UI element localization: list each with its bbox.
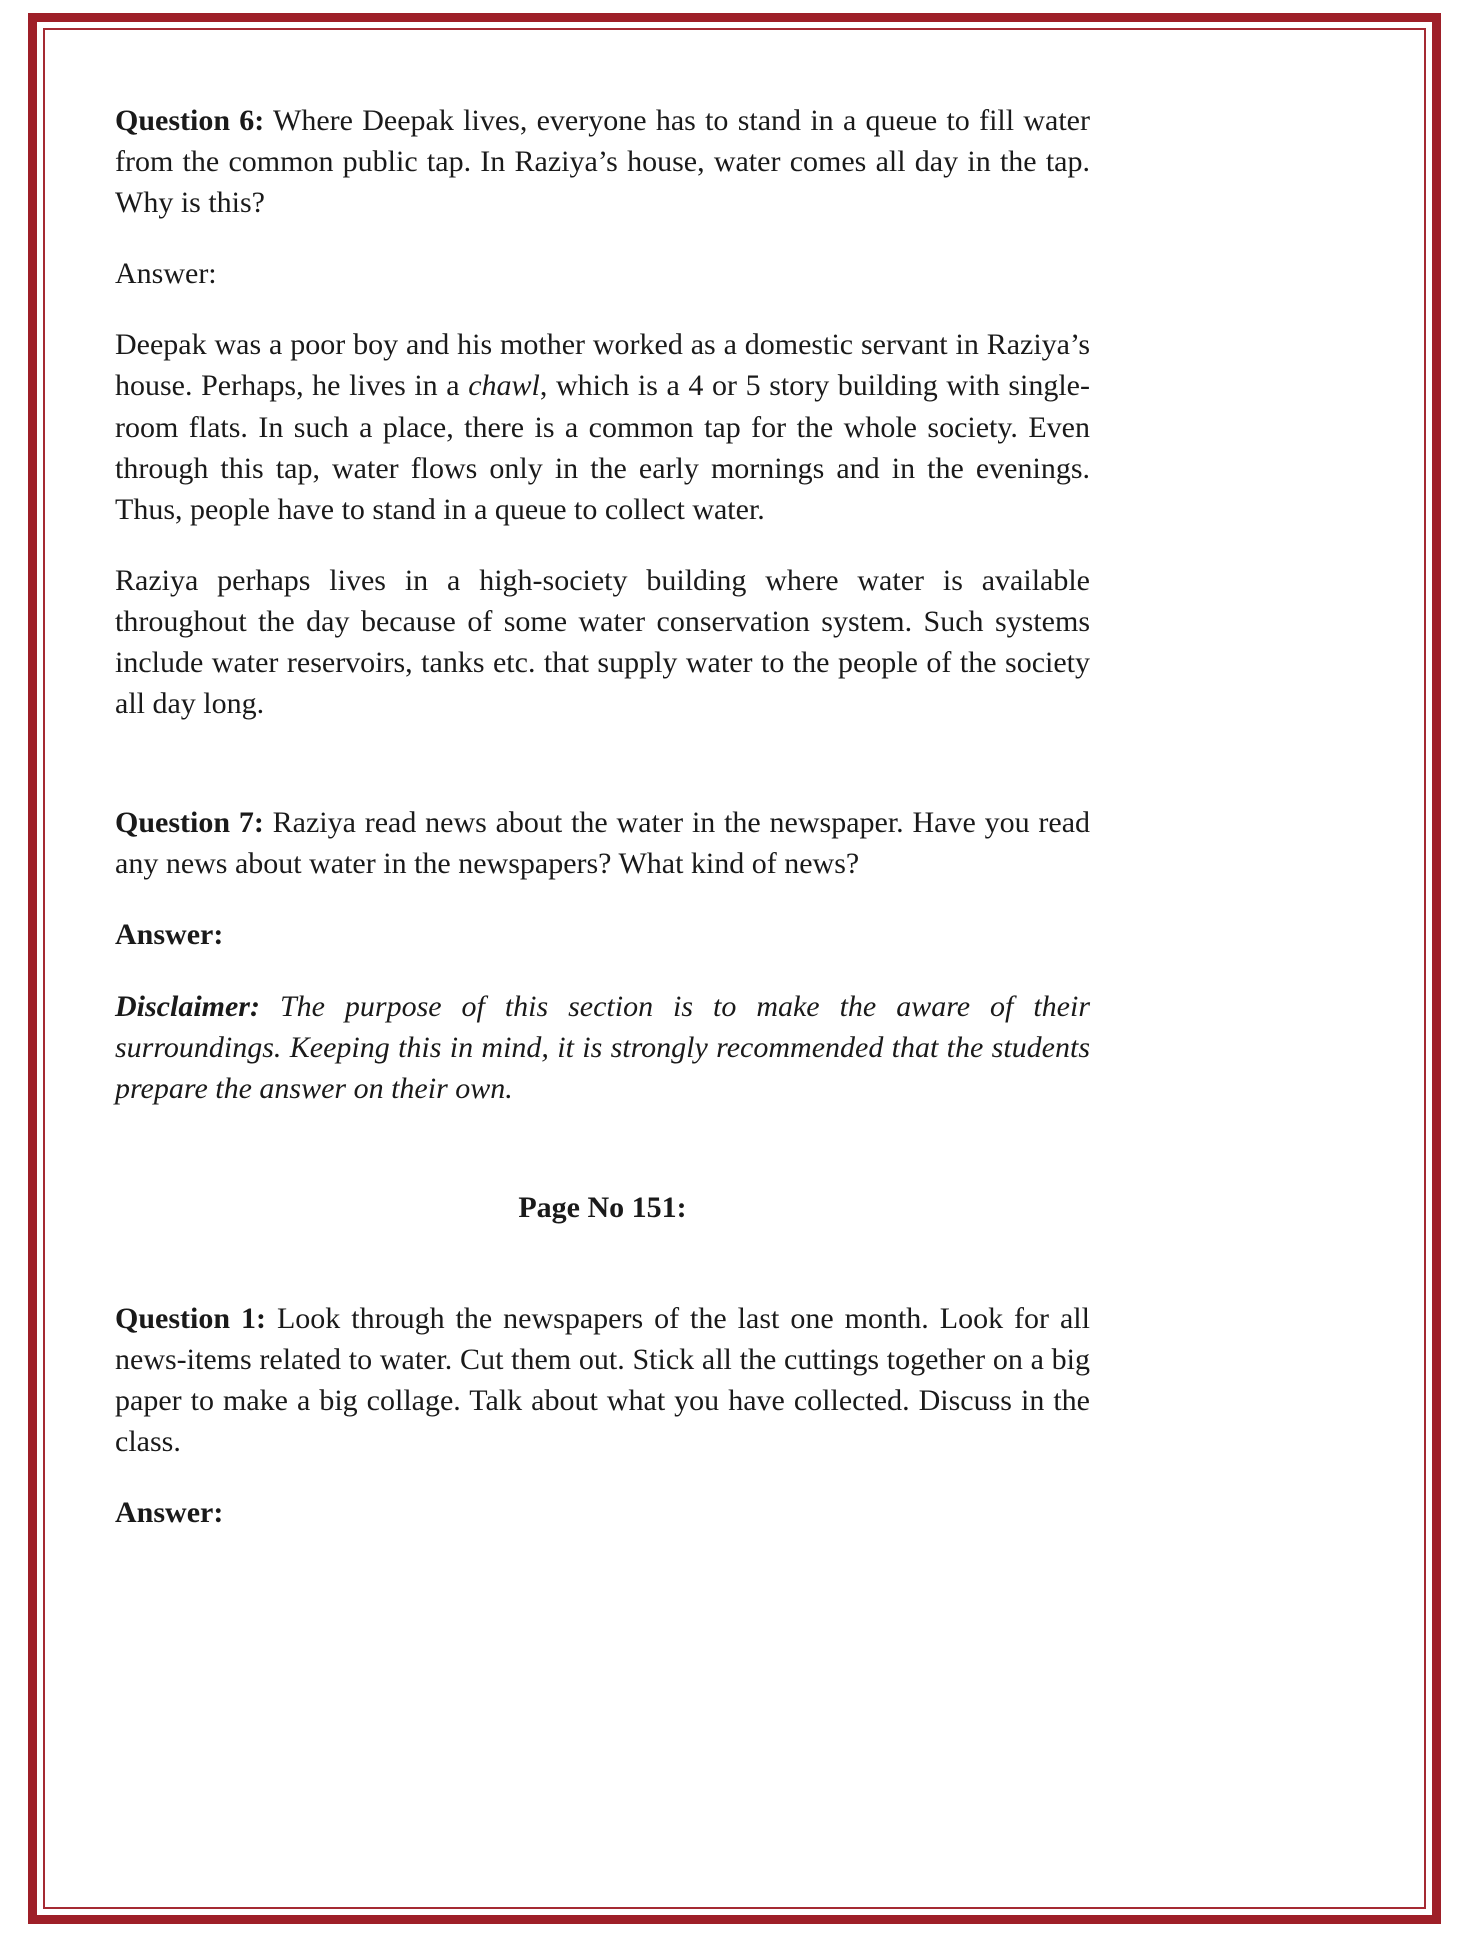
answer-label: Answer: [115,918,224,952]
question-6-paragraph [115,100,1090,223]
disclaimer-label: Disclaimer: [115,989,260,1023]
question-7-answer-heading [115,914,1090,955]
answer-text-part-1: Deepak was a poor boy and his mother worked as a domestic servant in Raziya’s house. Perhaps, he lives in a [115,328,1090,403]
answer-label: Answer: [115,257,217,291]
section-spacer-1 [115,754,1090,802]
disclaimer-text: The purpose of this section is to make the aware of their surroundings. Keeping this in mind, it is strongly recommended that the students prepare the answer on their own. [115,989,1090,1105]
document-content [115,100,1090,1563]
disclaimer-paragraph [115,986,1090,1109]
answer-label: Answer: [115,1496,224,1530]
section-spacer-2 [115,1139,1090,1187]
question-1-paragraph [115,1298,1090,1462]
question-7-paragraph [115,802,1090,884]
answer-text-part-2: , which is a 4 or 5 story building with single-room flats. In such a place, there is a common tap for the whole society. Even through this tap, water flows only in the early mornings and in the evenings. Thus, people have to stand in a queue to collect water. [115,369,1090,526]
answer-italic-term-chawl: chawl [468,369,540,403]
question-6-label: Question 6: [115,104,265,137]
question-1-label: Question 1: [115,1301,266,1335]
page-number-heading: Page No 151: [518,1190,687,1224]
question-6-answer-heading [115,253,1090,294]
question-6-answer-paragraph-2: Raziya perhaps lives in a high-society building where water is available throughout the day because of some water conservation system. Such systems include water reservoirs, tanks etc. that supply water to the people of the society all day long. [115,563,1090,721]
question-7-text: Raziya read news about the water in the newspaper. Have you read any news about water in the newspapers? What kind of news? [115,806,1091,881]
question-6-answer-paragraph-1 [115,324,1090,529]
question-7-label: Question 7: [115,806,264,840]
question-6-text: Where Deepak lives, everyone has to stand in a queue to fill water from the common public tap. In Raziya’s house, water comes all day in the tap. Why is this? [115,104,1090,220]
section-spacer-3 [115,1258,1090,1298]
question-1-text: Look through the newspapers of the last one month. Look for all news-items related to water. Cut them out. Stick all the cuttings together on a big paper to make a big collage. Talk about what you have collected. Discuss in the class. [115,1301,1090,1459]
question-1-answer-heading [115,1492,1090,1533]
